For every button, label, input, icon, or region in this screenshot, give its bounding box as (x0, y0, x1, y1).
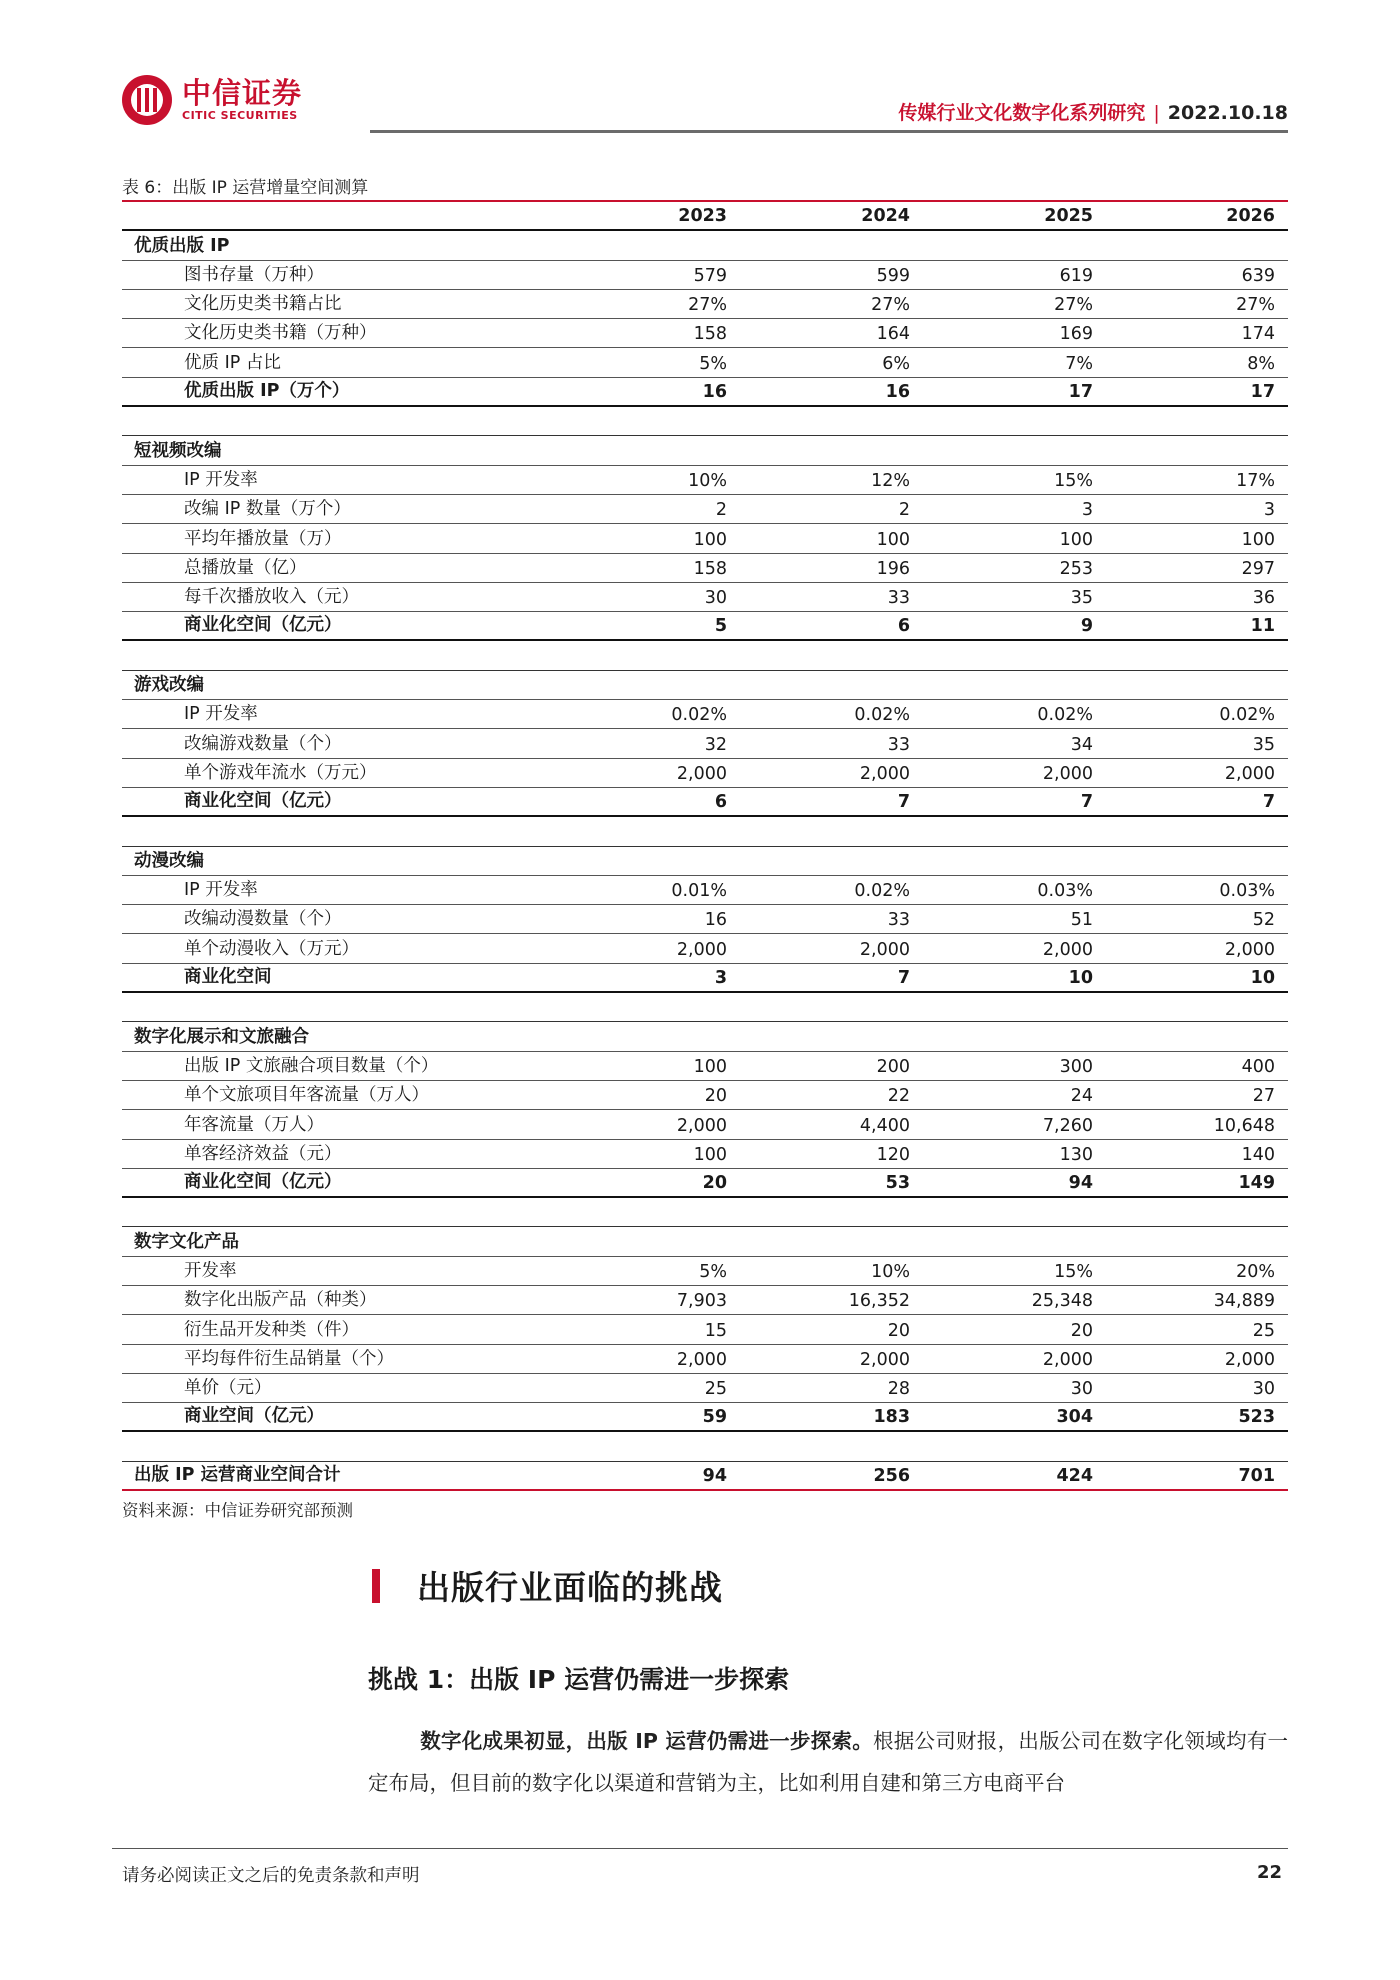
cell-value: 25 (1252, 1320, 1275, 1341)
cell-value: 15 (704, 1320, 727, 1341)
cell-value (544, 872, 727, 875)
table-row (122, 378, 1288, 407)
cell-value: 30 (1070, 1379, 1093, 1400)
cell-value: 16 (702, 382, 727, 403)
row-label: 改编游戏数量（个） (184, 733, 342, 754)
cell-value (1093, 1223, 1287, 1226)
year-header: 2024 (861, 206, 910, 227)
table-header-row (122, 202, 1288, 231)
footer-disclaimer: 请务必阅读正文之后的免责条款和声明 (122, 1866, 420, 1886)
cell-value: 53 (885, 1173, 910, 1194)
cell-value: 158 (693, 324, 727, 345)
logo-english-name: CITIC SECURITIES (182, 109, 298, 122)
table-row (122, 1286, 1288, 1315)
table-row (122, 466, 1288, 495)
body-paragraph (368, 1720, 1288, 1804)
cell-value (727, 696, 910, 699)
cell-value: 2,000 (859, 1349, 910, 1370)
cell-value: 6 (897, 616, 910, 637)
cell-value: 2,000 (859, 939, 910, 960)
cell-value: 7 (1262, 792, 1275, 813)
cell-value (1093, 432, 1287, 435)
cell-value: 304 (1056, 1407, 1093, 1428)
cell-value (1093, 696, 1287, 699)
cell-value: 20 (702, 1173, 727, 1194)
row-label: 开发率 (184, 1260, 237, 1281)
table-row (122, 876, 1288, 905)
table-row (122, 1403, 1288, 1432)
table-row (122, 1169, 1288, 1198)
cell-value: 51 (1070, 910, 1093, 931)
section-marker (372, 1569, 380, 1603)
cell-value: 17% (1236, 470, 1275, 491)
row-label: IP 开发率 (184, 880, 258, 901)
cell-value (544, 696, 727, 699)
cell-value: 15% (1054, 470, 1093, 491)
estimate-table (122, 202, 1288, 1491)
row-label (122, 843, 544, 846)
cell-value (910, 432, 1093, 435)
cell-value: 2,000 (859, 763, 910, 784)
page-number: 22 (1256, 1862, 1282, 1883)
report-title: 传媒行业文化数字化系列研究 (898, 102, 1146, 124)
row-label: 商业化空间（亿元） (184, 615, 342, 636)
cell-value: 27% (871, 295, 910, 316)
cell-value (1093, 257, 1287, 260)
row-label: 年客流量（万人） (184, 1114, 324, 1135)
table-row (122, 261, 1288, 290)
spacer-row (122, 1198, 1288, 1227)
cell-value: 27 (1252, 1086, 1275, 1107)
cell-value: 34 (1070, 734, 1093, 755)
cell-value: 100 (693, 1056, 727, 1077)
cell-value (727, 843, 910, 846)
cell-value (1093, 843, 1287, 846)
cell-value (727, 432, 910, 435)
cell-value: 0.03% (1037, 881, 1093, 902)
cell-value: 6 (714, 792, 727, 813)
table-row (122, 905, 1288, 934)
cell-value: 25,348 (1031, 1291, 1093, 1312)
cell-value: 16,352 (848, 1291, 910, 1312)
subsection-title: 挑战 1：出版 IP 运营仍需进一步探索 (368, 1665, 790, 1694)
table-row (122, 1140, 1288, 1169)
row-label: 优质 IP 占比 (184, 352, 281, 373)
cell-value: 6% (882, 353, 910, 374)
cell-value (727, 872, 910, 875)
row-label: 短视频改编 (134, 440, 222, 461)
row-label: IP 开发率 (184, 704, 258, 725)
cell-value: 120 (876, 1144, 910, 1165)
row-label: 优质出版 IP（万个） (184, 381, 350, 402)
cell-value: 7 (1080, 792, 1093, 813)
cell-value: 9 (1080, 616, 1093, 637)
cell-value (910, 257, 1093, 260)
row-label: 数字化展示和文旅融合 (134, 1026, 309, 1047)
row-label: 平均年播放量（万） (184, 528, 342, 549)
table-row (122, 554, 1288, 583)
row-label: 商业化空间 (184, 967, 272, 988)
section-header-row (122, 671, 1288, 700)
cell-value: 11 (1250, 616, 1275, 637)
row-label: 出版 IP 文旅融合项目数量（个） (184, 1055, 439, 1076)
row-label (122, 1018, 544, 1021)
cell-value (1093, 462, 1287, 465)
row-label (122, 432, 544, 435)
cell-value: 5 (714, 616, 727, 637)
table-caption: 表 6：出版 IP 运营增量空间测算 (122, 178, 369, 198)
cell-value: 2,000 (1042, 763, 1093, 784)
cell-value: 33 (887, 910, 910, 931)
cell-value: 30 (1252, 1379, 1275, 1400)
cell-value: 400 (1241, 1056, 1275, 1077)
cell-value (910, 1458, 1093, 1461)
cell-value: 100 (1241, 529, 1275, 550)
row-label: 数字文化产品 (134, 1231, 239, 1252)
row-label: 文化历史类书籍占比 (184, 294, 342, 315)
cell-value: 16 (704, 910, 727, 931)
cell-value: 20 (704, 1086, 727, 1107)
table-row (122, 495, 1288, 524)
total-row (122, 1462, 1288, 1491)
section-header-row (122, 847, 1288, 876)
cell-value: 27% (1054, 295, 1093, 316)
cell-value: 0.02% (1219, 705, 1275, 726)
cell-value: 140 (1241, 1144, 1275, 1165)
cell-value: 2 (715, 500, 727, 521)
cell-value (544, 1458, 727, 1461)
cell-value: 0.01% (671, 881, 727, 902)
cell-value: 2,000 (1224, 1349, 1275, 1370)
cell-value (544, 667, 727, 670)
cell-value: 2,000 (676, 1115, 727, 1136)
cell-value: 2,000 (676, 939, 727, 960)
cell-value: 158 (693, 558, 727, 579)
row-label: 单个游戏年流水（万元） (184, 762, 377, 783)
cell-value (544, 843, 727, 846)
year-header: 2026 (1226, 206, 1275, 227)
row-label: 单价（元） (184, 1378, 272, 1399)
cell-value: 25 (704, 1379, 727, 1400)
cell-value: 20% (1236, 1261, 1275, 1282)
cell-value: 2 (898, 500, 910, 521)
table-row (122, 1345, 1288, 1374)
cell-value: 2,000 (1224, 763, 1275, 784)
header-divider (370, 130, 1288, 133)
cell-value: 3 (1263, 500, 1275, 521)
row-label: IP 开发率 (184, 469, 258, 490)
cell-value (544, 462, 727, 465)
cell-value: 300 (1059, 1056, 1093, 1077)
cell-value: 100 (693, 529, 727, 550)
cell-value: 7% (1065, 353, 1093, 374)
cell-value: 10 (1250, 968, 1275, 989)
row-label: 平均每件衍生品销量（个） (184, 1348, 394, 1369)
cell-value: 20 (1070, 1320, 1093, 1341)
cell-value (727, 1223, 910, 1226)
section-header-row (122, 1227, 1288, 1256)
section-title: 出版行业面临的挑战 (417, 1568, 723, 1607)
row-label: 商业化空间（亿元） (184, 791, 342, 812)
cell-value: 15% (1054, 1261, 1093, 1282)
cell-value: 59 (702, 1407, 727, 1428)
spacer-row (122, 407, 1288, 436)
cell-value: 28 (887, 1379, 910, 1400)
cell-value (1093, 1018, 1287, 1021)
row-label: 单个动漫收入（万元） (184, 938, 359, 959)
cell-value: 7,903 (676, 1291, 727, 1312)
cell-value: 10% (871, 1261, 910, 1282)
table-row (122, 612, 1288, 641)
cell-value (544, 1223, 727, 1226)
cell-value: 7,260 (1042, 1115, 1093, 1136)
cell-value (727, 257, 910, 260)
cell-value (544, 257, 727, 260)
year-header: 2023 (678, 206, 727, 227)
header-separator: | (1153, 102, 1160, 124)
cell-value (727, 1253, 910, 1256)
cell-value: 0.02% (1037, 705, 1093, 726)
cell-value: 17 (1068, 382, 1093, 403)
cell-value: 30 (704, 588, 727, 609)
cell-value (910, 872, 1093, 875)
cell-value: 7 (897, 792, 910, 813)
cell-value (1093, 1253, 1287, 1256)
cell-value (727, 1018, 910, 1021)
row-label: 数字化出版产品（种类） (184, 1290, 377, 1311)
paragraph-body: 根据公司财报，出版公司在数字化领域均有一定布局，但目前的数字化以渠道和营销为主，比如利用自建和第三方电商平台 (368, 1729, 1288, 1795)
cell-value: 17 (1250, 382, 1275, 403)
row-label: 动漫改编 (134, 850, 204, 871)
row-label: 商业空间（亿元） (184, 1406, 324, 1427)
row-label: 每千次播放收入（元） (184, 587, 359, 608)
year-header: 2025 (1044, 206, 1093, 227)
cell-value: 12% (871, 470, 910, 491)
table-row (122, 934, 1288, 963)
cell-value: 2,000 (1042, 1349, 1093, 1370)
cell-value: 22 (887, 1086, 910, 1107)
cell-value: 10% (688, 470, 727, 491)
table-row (122, 729, 1288, 758)
cell-value (1093, 1458, 1287, 1461)
cell-value: 0.03% (1219, 881, 1275, 902)
cell-value: 33 (887, 734, 910, 755)
citic-logo-icon (122, 75, 172, 125)
cell-value: 34,889 (1213, 1291, 1275, 1312)
table-row (122, 524, 1288, 553)
logo-chinese-name: 中信证券 (182, 76, 303, 110)
table-row (122, 1052, 1288, 1081)
table-row (122, 700, 1288, 729)
spacer-row (122, 1432, 1288, 1461)
spacer-row (122, 817, 1288, 846)
cell-value (727, 1458, 910, 1461)
cell-value: 5% (699, 353, 727, 374)
row-label: 商业化空间（亿元） (184, 1172, 342, 1193)
cell-value: 3 (714, 968, 727, 989)
row-label: 图书存量（万种） (184, 264, 324, 285)
cell-value (727, 462, 910, 465)
cell-value: 100 (693, 1144, 727, 1165)
section-header-row (122, 1022, 1288, 1051)
cell-value: 100 (1059, 529, 1093, 550)
cell-value: 35 (1252, 734, 1275, 755)
cell-value (544, 1048, 727, 1051)
table-row (122, 964, 1288, 993)
cell-value (727, 667, 910, 670)
row-label: 衍生品开发种类（件） (184, 1319, 359, 1340)
table-row (122, 1110, 1288, 1139)
cell-value (727, 1048, 910, 1051)
cell-value: 32 (704, 734, 727, 755)
cell-value: 639 (1241, 265, 1275, 286)
cell-value: 2,000 (1224, 939, 1275, 960)
table-row (122, 1081, 1288, 1110)
cell-value: 200 (876, 1056, 910, 1077)
cell-value: 701 (1238, 1466, 1275, 1487)
row-label (122, 1223, 544, 1226)
row-label (122, 667, 544, 670)
cell-value: 10,648 (1213, 1115, 1275, 1136)
cell-value (910, 1018, 1093, 1021)
cell-value: 424 (1056, 1466, 1093, 1487)
table-row (122, 348, 1288, 377)
row-label: 单个文旅项目年客流量（万人） (184, 1085, 429, 1106)
row-label: 改编 IP 数量（万个） (184, 499, 351, 520)
section-header-row (122, 231, 1288, 260)
cell-value: 2,000 (676, 763, 727, 784)
table-row (122, 319, 1288, 348)
cell-value: 599 (876, 265, 910, 286)
table-row (122, 1315, 1288, 1344)
cell-value: 27% (688, 295, 727, 316)
table-row (122, 1257, 1288, 1286)
report-header (898, 98, 1288, 125)
cell-value: 35 (1070, 588, 1093, 609)
cell-value: 297 (1241, 558, 1275, 579)
cell-value (910, 843, 1093, 846)
cell-value: 8% (1247, 353, 1275, 374)
section-header-row (122, 436, 1288, 465)
cell-value: 579 (693, 265, 727, 286)
row-label: 优质出版 IP (134, 235, 230, 256)
cell-value (544, 1253, 727, 1256)
row-label: 总播放量（亿） (184, 557, 307, 578)
cell-value: 27% (1236, 295, 1275, 316)
row-label: 单客经济效益（元） (184, 1143, 342, 1164)
cell-value: 94 (702, 1466, 727, 1487)
cell-value: 2,000 (676, 1349, 727, 1370)
report-date: 2022.10.18 (1167, 102, 1288, 124)
cell-value: 36 (1252, 588, 1275, 609)
spacer-row (122, 993, 1288, 1022)
cell-value (910, 667, 1093, 670)
cell-value: 174 (1241, 324, 1275, 345)
table-row (122, 788, 1288, 817)
row-label: 改编动漫数量（个） (184, 909, 342, 930)
cell-value (910, 1223, 1093, 1226)
cell-value: 130 (1059, 1144, 1093, 1165)
cell-value: 100 (876, 529, 910, 550)
cell-value: 164 (876, 324, 910, 345)
cell-value (1093, 667, 1287, 670)
cell-value: 52 (1252, 910, 1275, 931)
footer-divider (112, 1848, 1288, 1849)
row-label: 出版 IP 运营商业空间合计 (134, 1465, 341, 1486)
cell-value: 24 (1070, 1086, 1093, 1107)
cell-value (1093, 1048, 1287, 1051)
row-label: 游戏改编 (134, 675, 204, 696)
cell-value: 0.02% (671, 705, 727, 726)
cell-value: 20 (887, 1320, 910, 1341)
paragraph-lead: 数字化成果初显，出版 IP 运营仍需进一步探索。 (420, 1729, 873, 1753)
cell-value: 256 (873, 1466, 910, 1487)
cell-value: 149 (1238, 1173, 1275, 1194)
cell-value (910, 1253, 1093, 1256)
cell-value: 5% (699, 1261, 727, 1282)
cell-value (910, 462, 1093, 465)
cell-value: 253 (1059, 558, 1093, 579)
cell-value: 94 (1068, 1173, 1093, 1194)
cell-value (1093, 872, 1287, 875)
cell-value (910, 696, 1093, 699)
spacer-row (122, 641, 1288, 670)
cell-value: 3 (1081, 500, 1093, 521)
cell-value: 183 (873, 1407, 910, 1428)
cell-value: 0.02% (854, 705, 910, 726)
cell-value: 0.02% (854, 881, 910, 902)
cell-value: 2,000 (1042, 939, 1093, 960)
table-row (122, 583, 1288, 612)
cell-value: 196 (876, 558, 910, 579)
cell-value (544, 1018, 727, 1021)
table-row (122, 290, 1288, 319)
cell-value: 619 (1059, 265, 1093, 286)
cell-value: 4,400 (859, 1115, 910, 1136)
cell-value (544, 432, 727, 435)
cell-value: 16 (885, 382, 910, 403)
cell-value: 523 (1238, 1407, 1275, 1428)
cell-value (910, 1048, 1093, 1051)
table-row (122, 1374, 1288, 1403)
table-row (122, 759, 1288, 788)
cell-value: 7 (897, 968, 910, 989)
company-logo (122, 70, 302, 130)
cell-value: 169 (1059, 324, 1093, 345)
cell-value: 10 (1068, 968, 1093, 989)
cell-value: 33 (887, 588, 910, 609)
data-source-note: 资料来源：中信证券研究部预测 (122, 1501, 353, 1520)
row-label: 文化历史类书籍（万种） (184, 323, 377, 344)
